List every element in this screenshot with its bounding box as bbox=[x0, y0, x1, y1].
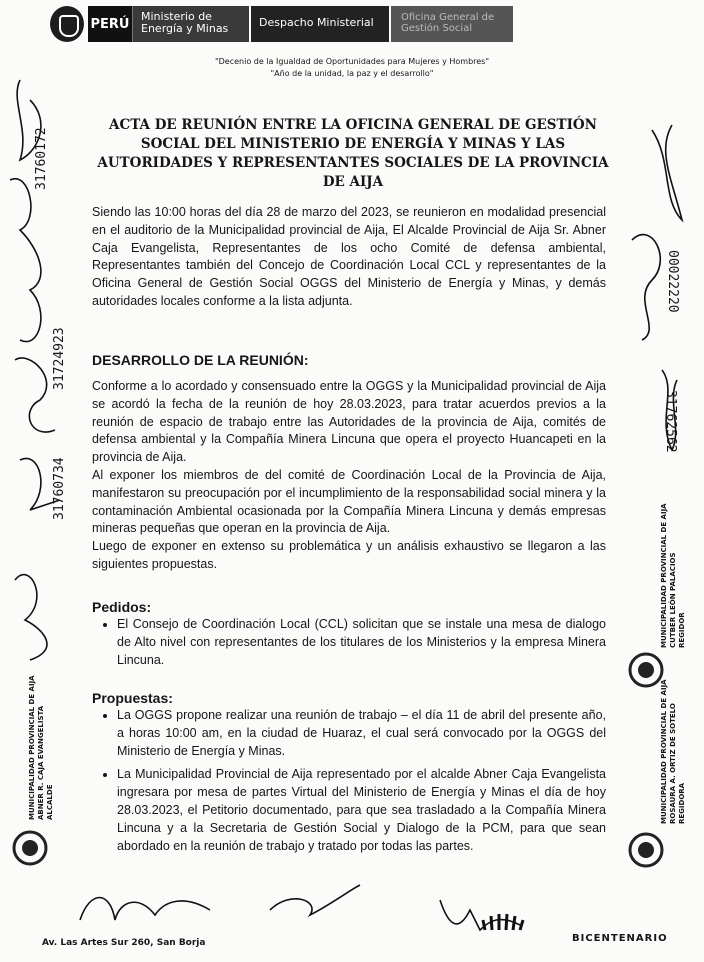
stamp-line: ALCALDE bbox=[46, 784, 54, 820]
desarrollo-heading: DESARROLLO DE LA REUNIÓN: bbox=[92, 352, 309, 368]
desarrollo-paragraph: Conforme a lo acordado y consensuado entre la OGGS y la Municipalidad provincial de Aija se acordó la fecha de la reunión de hoy 28.03.2023, para tratar acuerdos previos a la reunión de espacio de trabajo entre las Autoridades de la provincia de Aija, comités de defensa ambiental y la Compañía Minera Lincuna que opera el proyecto Huancapeti en la provincia de Aija. bbox=[92, 379, 606, 465]
peru-coat-of-arms-icon bbox=[50, 6, 84, 42]
bicentenario-logo-icon bbox=[480, 910, 530, 938]
right-margin-signatures bbox=[612, 120, 704, 520]
decenio-note bbox=[0, 56, 704, 80]
desarrollo-body bbox=[92, 378, 606, 574]
pedidos-heading: Pedidos: bbox=[92, 599, 152, 615]
stamp-line: MUNICIPALIDAD PROVINCIAL DE AIJA bbox=[28, 675, 36, 820]
right-official-stamp-top bbox=[626, 503, 696, 700]
ministry-label: Ministerio de Energía y Minas bbox=[132, 6, 249, 42]
propuestas-list bbox=[92, 707, 606, 861]
intro-paragraph: Siendo las 10:00 horas del día 28 de marzo del 2023, se reunieron en modalidad presencial en el auditorio de la Municipalidad provincial de Aija, El Alcalde Provincial de Aija Sr. Abner Caja Evangelista, Representantes de los ocho Comité de defensa ambiental, Representantes también del Concejo de Coordinación Local CCL y representantes de la Oficina General de Gestión Social OGGS del Ministerio de Energía y Minas, y demás autoridades locales conforme a la lista adjunta. bbox=[92, 205, 606, 308]
propuestas-heading: Propuestas: bbox=[92, 690, 173, 706]
list-item: • El Consejo de Coordinación Local (CCL) solicitan que se instale una mesa de dialogo de Alto nivel con representantes de los titulares de los Ministerios y la empresa Minera Lincuna. bbox=[117, 616, 606, 669]
margin-number: 31762562 bbox=[663, 390, 678, 453]
document-title: ACTA DE REUNIÓN ENTRE LA OFICINA GENERAL DE GESTIÓN SOCIAL DEL MINISTERIO DE ENERGÍA Y MINAS Y LAS AUTORIDADES Y REPRESENTANTES SOCIALES DE LA PROVINCIA DE AIJA bbox=[97, 117, 609, 190]
stamp-line: ROSAURA A. ORTIZ DE SOTELO bbox=[669, 703, 677, 824]
unit-label: Oficina General de Gestión Social bbox=[391, 6, 513, 42]
desarrollo-paragraph: Al exponer los miembros de del comité de Coordinación Local de la Provincia de Aija, manifestaron su preocupación por el incumplimiento de la responsabilidad social minera y la contaminación Ambiental ocasionada por la Compañía Minera Lincuna y demás empresas mineras pequeñas que operan en la provincia de Aija. bbox=[92, 467, 606, 536]
decenio-line: "Decenio de la Igualdad de Oportunidades para Mujeres y Hombres" bbox=[214, 57, 490, 66]
stamp-line: MUNICIPALIDAD PROVINCIAL DE AIJA bbox=[660, 503, 668, 648]
stamp-line: REGIDORA bbox=[678, 782, 686, 824]
footer-address: Av. Las Artes Sur 260, San Borja bbox=[42, 938, 206, 948]
office-label: Despacho Ministerial bbox=[251, 6, 389, 42]
desarrollo-paragraph: Luego de exponer en extenso su problemática y un análisis exhaustivo se llegaron a las siguientes propuestas. bbox=[92, 539, 606, 571]
margin-number: 00022220 bbox=[665, 250, 680, 313]
margin-number: 31760734 bbox=[52, 457, 67, 520]
year-name-line: "Año de la unidad, la paz y el desarrollo" bbox=[270, 69, 434, 78]
country-label: PERÚ bbox=[88, 6, 132, 42]
list-item: • La OGGS propone realizar una reunión de trabajo – el día 11 de abril del presente año, a horas 10:00 am, en la ciudad de Huaraz, el cual será convocado por la OGGS del Ministerio de Energía y Minas. bbox=[117, 707, 606, 760]
list-item: • La Municipalidad Provincial de Aija representado por el alcalde Abner Caja Evangelista ingresara por mesa de partes Virtual del Ministerio de Energía y Minas el día de hoy 28.03.2023, el Petitorio documentado, para que sea trasladado a la Compañía Minera Lincuna y a la Secretaria de Gestión Social y Dialogo de la PCM, para que sean abordado en la reunión de trabajo y tratado por todas las partes. bbox=[117, 766, 606, 855]
pedidos-list bbox=[92, 616, 606, 675]
right-official-stamp-bottom bbox=[626, 679, 696, 882]
ministry-header bbox=[50, 6, 513, 42]
stamp-line: CUTBER LEÓN PALACIOS bbox=[669, 552, 677, 648]
left-official-stamp bbox=[2, 675, 66, 870]
margin-number: 31760172 bbox=[34, 127, 49, 190]
stamp-line: MUNICIPALIDAD PROVINCIAL DE AIJA bbox=[660, 679, 668, 824]
stamp-line: ABNER R. CAJA EVANGELISTA bbox=[37, 705, 45, 820]
margin-number: 31724923 bbox=[52, 327, 67, 390]
footer-bicentenario: BICENTENARIO bbox=[572, 933, 668, 944]
stamp-line: REGIDOR bbox=[678, 612, 686, 648]
